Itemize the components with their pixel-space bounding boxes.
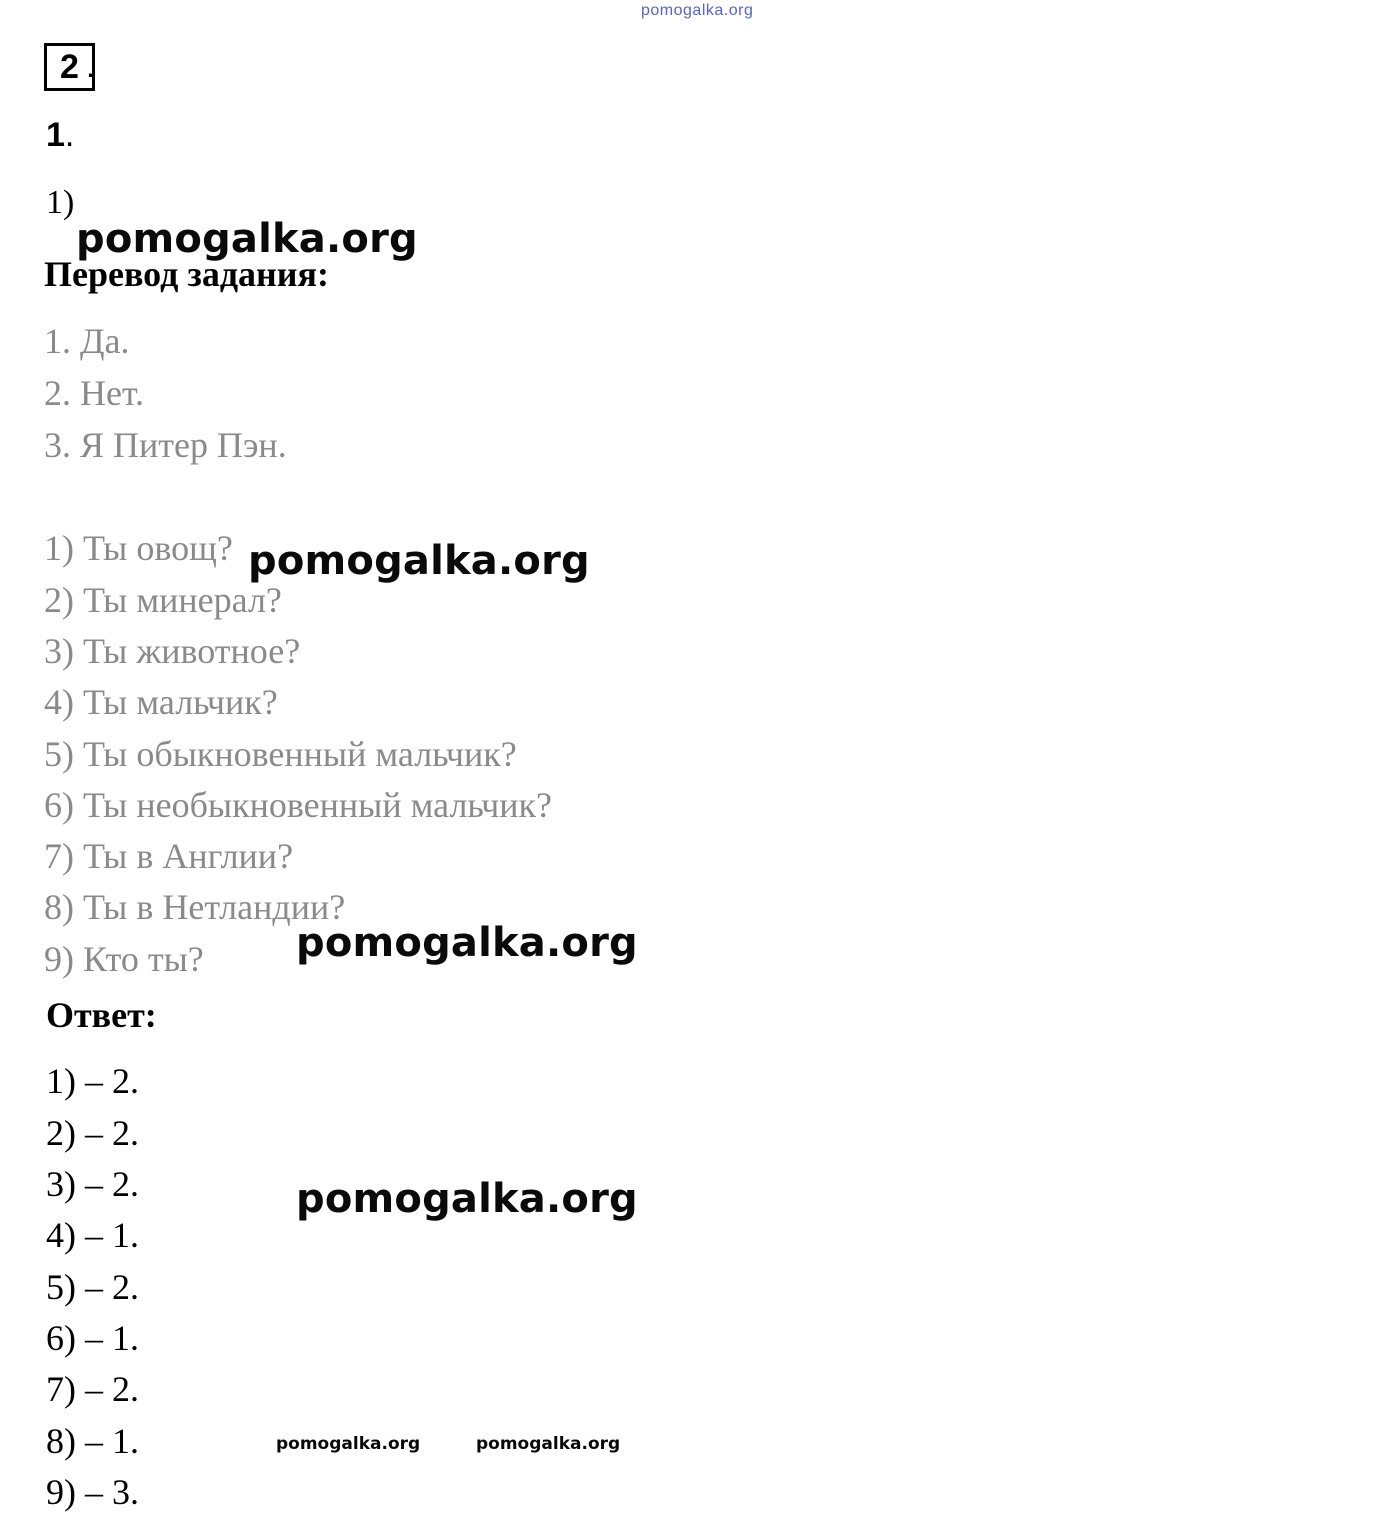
translation-question: 5) Ты обыкновенный мальчик? (44, 734, 517, 774)
answer-item: 6) – 1. (46, 1318, 139, 1358)
translation-option: 1. Да. (44, 321, 130, 361)
translation-question: 1) Ты овощ? (44, 528, 233, 568)
translation-question: 2) Ты минерал? (44, 580, 282, 620)
answer-item: 4) – 1. (46, 1215, 139, 1255)
answer-item: 3) – 2. (46, 1164, 139, 1204)
answer-heading: Ответ: (46, 995, 157, 1035)
section-number (46, 116, 74, 155)
answer-item: 9) – 3. (46, 1472, 139, 1512)
section-number-value: 1 (46, 116, 65, 154)
watermark-small-2: pomogalka.org (476, 1434, 621, 1454)
watermark-3: pomogalka.org (296, 920, 638, 966)
subsection-number: 1) (46, 184, 75, 221)
watermark-1: pomogalka.org (76, 216, 418, 262)
answer-item: 2) – 2. (46, 1113, 139, 1153)
watermark-4: pomogalka.org (296, 1176, 638, 1222)
exercise-number-dot: . (86, 48, 95, 84)
translation-question: 9) Кто ты? (44, 939, 204, 979)
exercise-number-box: 2 (44, 43, 95, 91)
watermark-small-1: pomogalka.org (276, 1434, 421, 1454)
watermark-2: pomogalka.org (248, 538, 590, 584)
translation-question: 3) Ты животное? (44, 631, 301, 671)
answer-item: 7) – 2. (46, 1369, 139, 1409)
translation-heading: Перевод задания: (44, 254, 329, 294)
translation-question: 6) Ты необыкновенный мальчик? (44, 785, 552, 825)
answer-item: 8) – 1. (46, 1421, 139, 1461)
translation-question: 4) Ты мальчик? (44, 682, 278, 722)
translation-option: 3. Я Питер Пэн. (44, 425, 287, 465)
translation-question: 7) Ты в Англии? (44, 836, 294, 876)
answer-item: 5) – 2. (46, 1267, 139, 1307)
translation-question: 8) Ты в Нетландии? (44, 887, 346, 927)
answer-item: 1) – 2. (46, 1061, 139, 1101)
translation-option: 2. Нет. (44, 373, 145, 413)
section-number-dot: . (64, 116, 75, 154)
top-watermark: pomogalka.org (641, 2, 754, 19)
